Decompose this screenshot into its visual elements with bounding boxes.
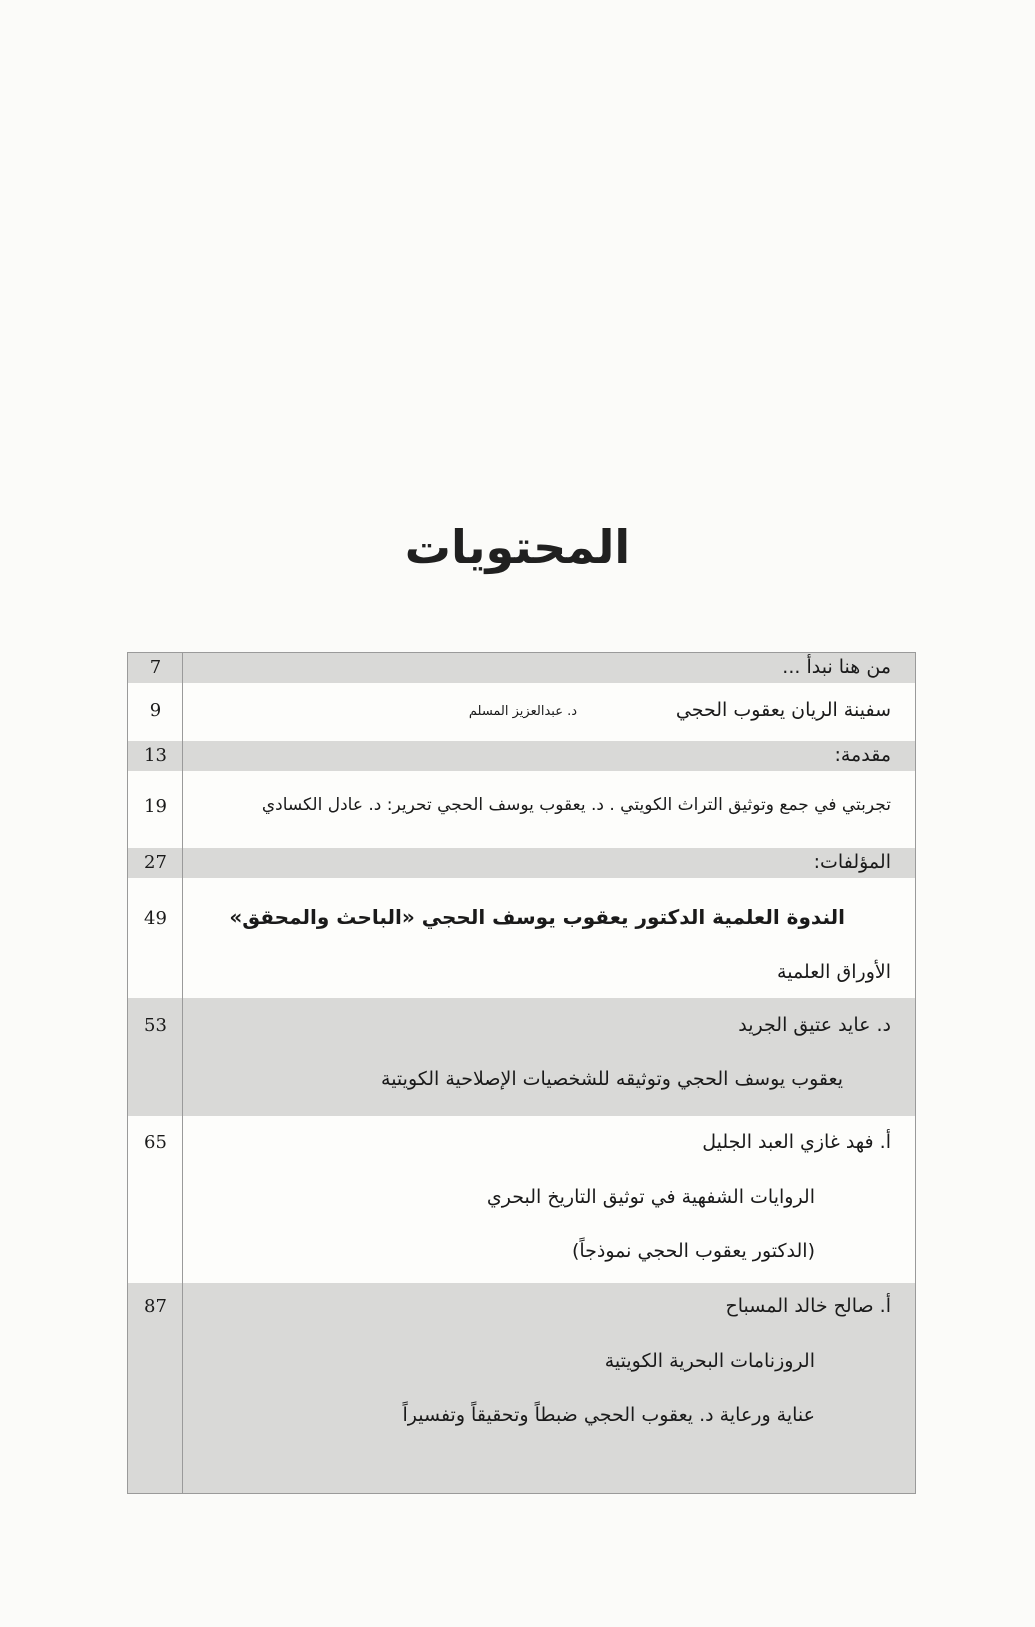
table-row [128, 771, 915, 848]
entry-title: المؤلفات: [813, 851, 891, 873]
page-number: 65 [144, 1132, 167, 1153]
table-row [128, 1116, 915, 1283]
entry-title: من هنا نبدأ ... [782, 656, 891, 678]
page-number: 13 [144, 745, 167, 766]
entry-title: عناية ورعاية د. يعقوب الحجي ضبطاً وتحقيقاً وتفسيراً [402, 1404, 815, 1426]
entry-title: (الدكتور يعقوب الحجي نموذجاً) [571, 1240, 815, 1262]
author-name: د. عايد عتيق الجريد [738, 1014, 891, 1036]
page-title: المحتويات [404, 520, 631, 574]
section-heading: الأوراق العلمية [777, 961, 891, 983]
entry-title: تجربتي في جمع وتوثيق التراث الكويتي . د. يعقوب يوسف الحجي تحرير: د. عادل الكسادي [261, 795, 891, 815]
page-number: 19 [144, 796, 167, 817]
table-row [128, 998, 915, 1116]
author-name: أ. صالح خالد المسباح [725, 1295, 891, 1317]
author-name: أ. فهد غازي العبد الجليل [702, 1131, 891, 1153]
entry-byline: د. عبدالعزيز المسلم [468, 704, 577, 719]
table-row [128, 683, 915, 741]
page-number: 53 [144, 1015, 167, 1036]
contents-table [127, 652, 916, 1494]
table-row [128, 848, 915, 878]
entry-title: الروزنامات البحرية الكويتية [604, 1350, 815, 1372]
table-row [128, 878, 915, 998]
entry-title: الندوة العلمية الدكتور يعقوب يوسف الحجي «الباحث والمحقق» [229, 905, 845, 929]
entry-title: سفينة الريان يعقوب الحجي [675, 699, 891, 721]
page-number: 49 [144, 908, 167, 929]
page-number: 27 [144, 852, 167, 873]
entry-title: مقدمة: [834, 744, 891, 766]
page-number: 9 [149, 700, 162, 721]
entry-title: يعقوب يوسف الحجي وتوثيقه للشخصيات الإصلاحية الكويتية [381, 1068, 843, 1090]
table-row [128, 1283, 915, 1493]
page-number: 87 [144, 1296, 167, 1317]
entry-title: الروايات الشفهية في توثيق التاريخ البحري [486, 1186, 815, 1208]
table-row [128, 741, 915, 771]
table-row [128, 653, 915, 683]
page-number: 7 [149, 657, 162, 678]
